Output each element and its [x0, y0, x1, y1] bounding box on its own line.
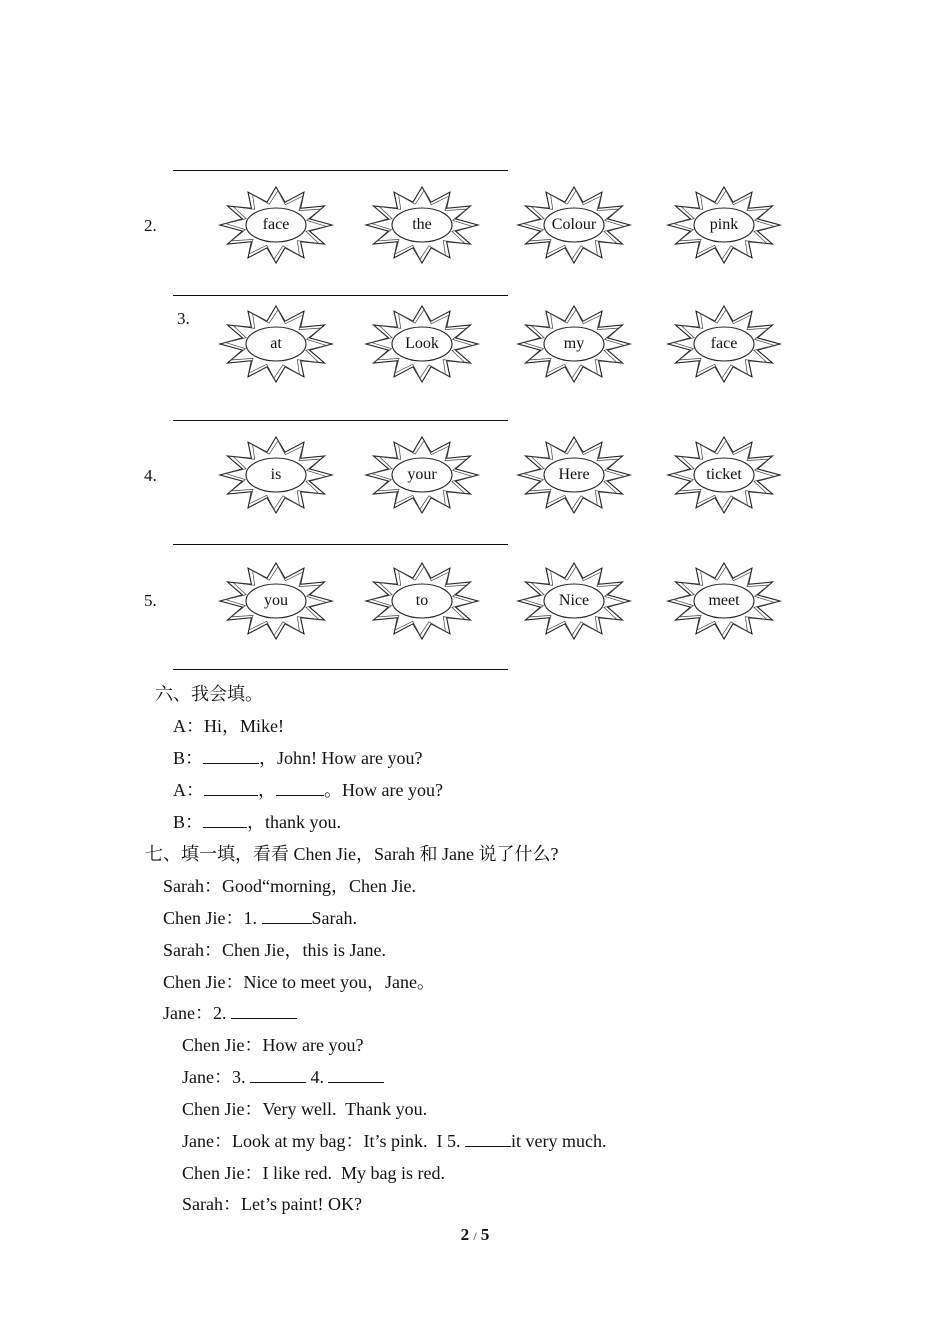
- word-sun: [364, 435, 480, 515]
- section-6-heading: 六、我会填。: [155, 684, 263, 704]
- dialogue-line: [173, 744, 422, 770]
- fill-blank[interactable]: [262, 908, 312, 924]
- dialogue-text: Chen Jie：1.: [163, 908, 257, 928]
- sun-word: Look: [405, 335, 439, 352]
- dialogue-text: Jane：2.: [163, 1003, 227, 1023]
- sun-word: Nice: [558, 592, 590, 609]
- sun-word: face: [262, 216, 290, 233]
- dialogue-line: [163, 904, 357, 930]
- fill-blank[interactable]: [231, 1003, 297, 1019]
- sun-word: pink: [709, 216, 739, 233]
- word-sun: [516, 185, 632, 265]
- speaker-label: A：: [173, 780, 204, 800]
- question-number: 2.: [144, 216, 157, 235]
- dialogue-line: Chen Jie：Very well. Thank you.: [182, 1099, 428, 1119]
- dialogue-line: Chen Jie：I like red. My bag is red.: [182, 1163, 445, 1183]
- fill-blank[interactable]: [203, 812, 247, 828]
- answer-line: [173, 295, 508, 296]
- word-sun: [364, 561, 480, 641]
- sun-word: Here: [558, 466, 590, 483]
- answer-line: [173, 544, 508, 545]
- word-sun: [218, 185, 334, 265]
- word-sun: [516, 435, 632, 515]
- word-sun: [666, 435, 782, 515]
- page-separator: /: [473, 1229, 477, 1243]
- question-number: 4.: [144, 466, 157, 485]
- sun-word: you: [264, 592, 288, 609]
- dialogue-line: [173, 776, 443, 802]
- word-sun: [666, 561, 782, 641]
- fill-blank[interactable]: [204, 780, 258, 796]
- sun-word: is: [270, 466, 282, 483]
- word-sun: [516, 561, 632, 641]
- dialogue-line: [163, 999, 297, 1025]
- dialogue-line: Sarah：Chen Jie，this is Jane.: [163, 940, 386, 960]
- word-sun: [666, 304, 782, 384]
- sun-word: ticket: [706, 466, 742, 483]
- fill-blank[interactable]: [276, 780, 324, 796]
- dialogue-line: A：Hi，Mike!: [173, 716, 284, 736]
- page-total: 5: [480, 1225, 490, 1244]
- dialogue-text: Jane：3.: [182, 1067, 246, 1087]
- dialogue-text: 。How are you?: [324, 780, 443, 800]
- section-7-heading: 七、填一填，看看 Chen Jie，Sarah 和 Jane 说了什么?: [145, 844, 559, 864]
- dialogue-text: it very much.: [510, 1131, 607, 1151]
- answer-line: [173, 170, 508, 171]
- word-sun: [516, 304, 632, 384]
- sun-word: at: [270, 335, 282, 352]
- sun-word: to: [415, 592, 429, 609]
- dialogue-text: ，thank you.: [247, 812, 342, 832]
- word-sun: [218, 435, 334, 515]
- dialogue-text: ，: [258, 780, 276, 800]
- sun-word: the: [412, 216, 432, 233]
- word-sun: [364, 185, 480, 265]
- dialogue-text: 4.: [310, 1067, 324, 1087]
- word-sun: [364, 304, 480, 384]
- page-current: 2: [460, 1225, 470, 1244]
- dialogue-line: Sarah：Good“morning，Chen Jie.: [163, 876, 416, 896]
- question-number: 5.: [144, 591, 157, 610]
- sun-word: meet: [708, 592, 740, 609]
- page-number: [0, 1225, 950, 1245]
- dialogue-line: Sarah：Let’s paint! OK?: [182, 1194, 362, 1214]
- sun-word: my: [563, 335, 585, 352]
- sun-word: Colour: [551, 216, 597, 233]
- dialogue-text: ，John! How are you?: [259, 748, 423, 768]
- dialogue-text: Sarah.: [311, 908, 357, 928]
- dialogue-line: Chen Jie：How are you?: [182, 1035, 364, 1055]
- sun-word: face: [710, 335, 738, 352]
- dialogue-line: [182, 1127, 606, 1153]
- question-number: 3.: [177, 309, 190, 328]
- dialogue-line: [182, 1063, 384, 1089]
- sun-word: your: [407, 466, 437, 483]
- dialogue-line: [173, 808, 341, 834]
- word-sun: [218, 304, 334, 384]
- fill-blank[interactable]: [465, 1131, 511, 1147]
- dialogue-text: Jane：Look at my bag：It’s pink. I 5.: [182, 1131, 461, 1151]
- fill-blank[interactable]: [250, 1067, 306, 1083]
- speaker-label: B：: [173, 748, 204, 768]
- word-sun: [666, 185, 782, 265]
- speaker-label: B：: [173, 812, 204, 832]
- fill-blank[interactable]: [203, 748, 259, 764]
- word-sun: [218, 561, 334, 641]
- answer-line: [173, 420, 508, 421]
- answer-line: [173, 669, 508, 670]
- dialogue-line: Chen Jie：Nice to meet you，Jane。: [163, 972, 435, 992]
- fill-blank[interactable]: [328, 1067, 384, 1083]
